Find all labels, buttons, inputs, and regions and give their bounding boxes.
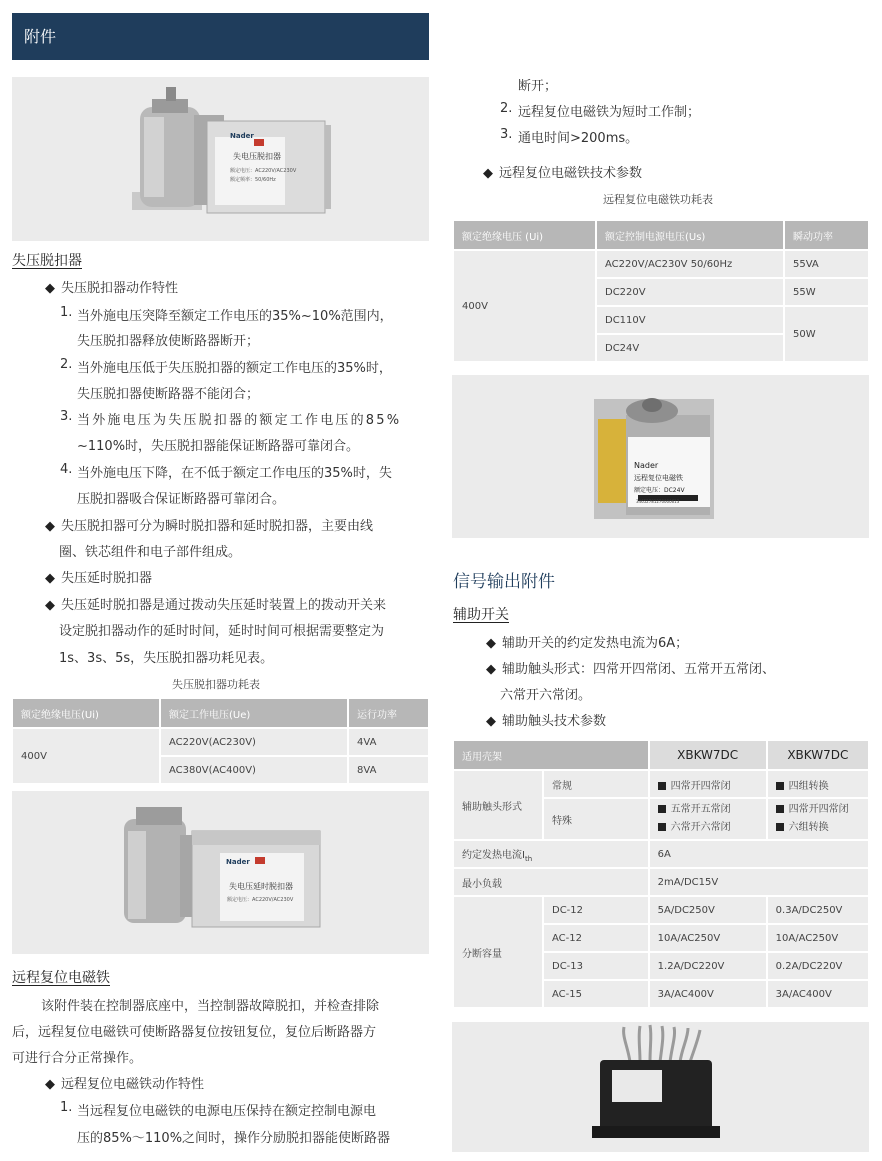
bullet-item [483,162,642,181]
table-cell: 常规 [543,770,649,798]
table-cell: 2mA/DC15V [649,868,869,896]
table-cell: AC380V(AC400V) [160,756,348,784]
table-cell: 最小负载 [453,868,649,896]
square-bullet-icon [776,782,784,790]
table-cell: 400V [453,250,596,362]
table-header: 瞬动功率 [784,220,869,250]
section-heading-remote-reset: 远程复位电磁铁 [12,970,110,986]
list-item-text: 当远程复位电磁铁的电源电压保持在额定控制电源电 [77,1104,377,1119]
table-cell: DC-12 [543,896,649,924]
list-item-text: 通电时间>200ms。 [518,131,639,146]
photo-label-spec: 额定电压：AC220V/AC230V [230,168,297,174]
table-header: 适用壳架 [453,740,649,770]
table-header-row [12,698,429,728]
list-item-text: 失压脱扣器使断路器不能闭合； [77,387,260,402]
list-item-text: 失压脱扣器释放使断路器断开； [77,334,260,349]
bullet-continuation: 设定脱扣器动作的延时时间，延时时间可根据需要整定为 [59,624,385,639]
bullet-text: 失压延时脱扣器 [61,571,153,586]
table-cell [649,770,767,798]
bullet-text: 辅助触头形式：四常开四常闭、五常开五常闭、 [502,662,776,677]
heat-current-subscript: th [524,854,533,863]
table-row [453,868,869,896]
bullet-continuation: 圈、铁芯组件和电子部件组成。 [59,545,242,560]
table-row [12,728,429,756]
section-heading-aux-switch: 辅助开关 [453,607,509,623]
list-item-number: 1. [60,1100,73,1115]
bullet-item [45,594,386,613]
contact-form-line [776,819,860,837]
table-row [453,250,869,278]
paragraph-line: 可进行合分正常操作。 [12,1051,143,1066]
bullet-item [45,567,152,586]
table-cell: AC-12 [543,924,649,952]
list-item-text: ~110%时，失压脱扣器能保证断路器可靠闭合。 [77,439,360,454]
contact-form: 五常开五常闭 [670,804,731,815]
table-cell: 10A/AC250V [649,924,767,952]
table-cell [767,770,869,798]
contact-form-line [658,819,758,837]
paragraph-line: 后，远程复位电磁铁可使断路器复位按钮复位，复位后断路器方 [12,1025,377,1040]
contact-form: 四组转换 [788,780,829,792]
table-cell: AC-15 [543,980,649,1008]
paragraph-line: 该附件装在控制器底座中，当控制器故障脱扣，并检查排除 [41,999,380,1014]
photo-label-name: 远程复位电磁铁 [634,474,683,482]
table-cell: DC24V [596,334,784,362]
bullet-item [45,1073,204,1092]
table-header: 额定工作电压(Ue) [160,698,348,728]
square-bullet-icon [776,823,784,831]
list-item-number: 4. [60,462,73,477]
section-heading-undervoltage: 失压脱扣器 [12,253,82,269]
table-cell: 55VA [784,250,869,278]
bullet-text: 失压延时脱扣器是通过拨动失压延时装置上的拨动开关来 [61,598,387,613]
heat-current-label: 约定发热电流I [462,849,525,861]
table-cell [649,798,767,840]
photo-label-spec: 额定电压：AC220V/AC230V [227,897,294,903]
aux-contact-table [452,739,870,1009]
bullet-text: 远程复位电磁铁技术参数 [499,166,643,181]
table-cell: DC220V [596,278,784,306]
list-item-number: 2. [60,357,73,372]
section-title-signal-output: 信号输出附件 [453,572,555,592]
list-item-number: 3. [60,409,73,424]
contact-form: 四常开四常闭 [788,804,849,815]
table-cell: 3A/AC400V [767,980,869,1008]
photo-label-name: 失电压延时脱扣器 [229,882,293,891]
table-header: 运行功率 [348,698,429,728]
table-cell: 5A/DC250V [649,896,767,924]
table-row [453,840,869,868]
list-item-number: 2. [500,101,513,116]
contact-form-line [658,801,758,819]
bullet-item [486,658,775,677]
remote-reset-power-table [452,219,870,363]
table-cell: 0.3A/DC250V [767,896,869,924]
photo-label-spec: 额定频率：50/60Hz [230,177,276,183]
table-header-row [453,220,869,250]
aux-switch-photo [452,1022,869,1152]
list-item-number: 3. [500,127,513,142]
table-cell: 4VA [348,728,429,756]
table-row [453,770,869,798]
table-caption: 远程复位电磁铁功耗表 [603,193,713,206]
table-header: XBKW7DC [649,740,767,770]
table-caption: 失压脱扣器功耗表 [172,678,260,691]
photo-label-brand: Nader [634,461,659,470]
undervoltage-power-table [11,697,430,785]
bullet-item [45,277,178,296]
barcode-number: 34652781270000613 [636,499,680,504]
photo-label-spec: 额定电压：DC24V [634,487,685,494]
table-cell: DC110V [596,306,784,334]
table-cell: AC220V/AC230V 50/60Hz [596,250,784,278]
list-item-text: 当外施电压低于失压脱扣器的额定工作电压的35%时， [77,361,392,376]
photo-label-name: 失电压脱扣器 [233,152,281,161]
list-item-text: 压的85%～110%之间时，操作分励脱扣器能使断路器 [77,1131,391,1146]
table-header-row [453,740,869,770]
table-cell: 分断容量 [453,896,543,1008]
table-cell: 8VA [348,756,429,784]
table-cell: 0.2A/DC220V [767,952,869,980]
table-header: 额定绝缘电压(Ui) [12,698,160,728]
list-item-text: 当外施电压下降，在不低于额定工作电压的35%时，失 [77,466,392,481]
contact-form: 六组转换 [788,822,829,833]
table-cell: AC220V(AC230V) [160,728,348,756]
remote-reset-electromagnet-photo [452,375,869,538]
table-cell [453,840,649,868]
bullet-item [486,632,688,651]
list-item-text: 压脱扣器吸合保证断路器可靠闭合。 [77,492,286,507]
bullet-text: 失压脱扣器动作特性 [61,281,179,296]
list-item-text: 断开； [518,79,558,94]
table-cell: DC-13 [543,952,649,980]
square-bullet-icon [776,805,784,813]
table-cell: 55W [784,278,869,306]
table-cell: 10A/AC250V [767,924,869,952]
photo-label-brand: Nader [230,132,254,140]
contact-form: 六常开六常闭 [670,822,731,833]
table-cell: 1.2A/DC220V [649,952,767,980]
undervoltage-release-photo [12,77,429,241]
bullet-item [486,710,606,729]
square-bullet-icon [658,823,666,831]
table-header: 额定绝缘电压 (Ui) [453,220,596,250]
table-row [453,896,869,924]
bullet-continuation: 六常开六常闭。 [500,688,592,703]
table-cell: 400V [12,728,160,784]
contact-form: 四常开四常闭 [670,780,731,792]
table-cell: 辅助触头形式 [453,770,543,840]
square-bullet-icon [658,782,666,790]
bullet-text: 辅助触头技术参数 [502,714,607,729]
page-title: 附件 [12,13,429,60]
table-cell: 50W [784,306,869,362]
list-item-number: 1. [60,305,73,320]
list-item-text: 远程复位电磁铁为短时工作制； [518,105,701,120]
list-item-text: 当外施电压为失压脱扣器的额定工作电压的85% [77,413,402,428]
bullet-text: 失压脱扣器可分为瞬时脱扣器和延时脱扣器，主要由线 [61,519,374,534]
table-cell [767,798,869,840]
contact-form-line [776,801,860,819]
list-item-text: 当外施电压突降至额定工作电压的35%~10%范围内， [77,309,393,324]
bullet-continuation: 1s、3s、5s，失压脱扣器功耗见表。 [59,651,274,666]
bullet-item [45,515,373,534]
bullet-text: 辅助开关的约定发热电流为6A； [502,636,689,651]
delayed-undervoltage-release-photo [12,791,429,954]
table-cell: 3A/AC400V [649,980,767,1008]
table-header: 额定控制电源电压(Us) [596,220,784,250]
photo-label-brand: Nader [226,858,250,866]
table-header: XBKW7DC [767,740,869,770]
square-bullet-icon [658,805,666,813]
table-cell: 6A [649,840,869,868]
table-cell: 特殊 [543,798,649,840]
bullet-text: 远程复位电磁铁动作特性 [61,1077,205,1092]
